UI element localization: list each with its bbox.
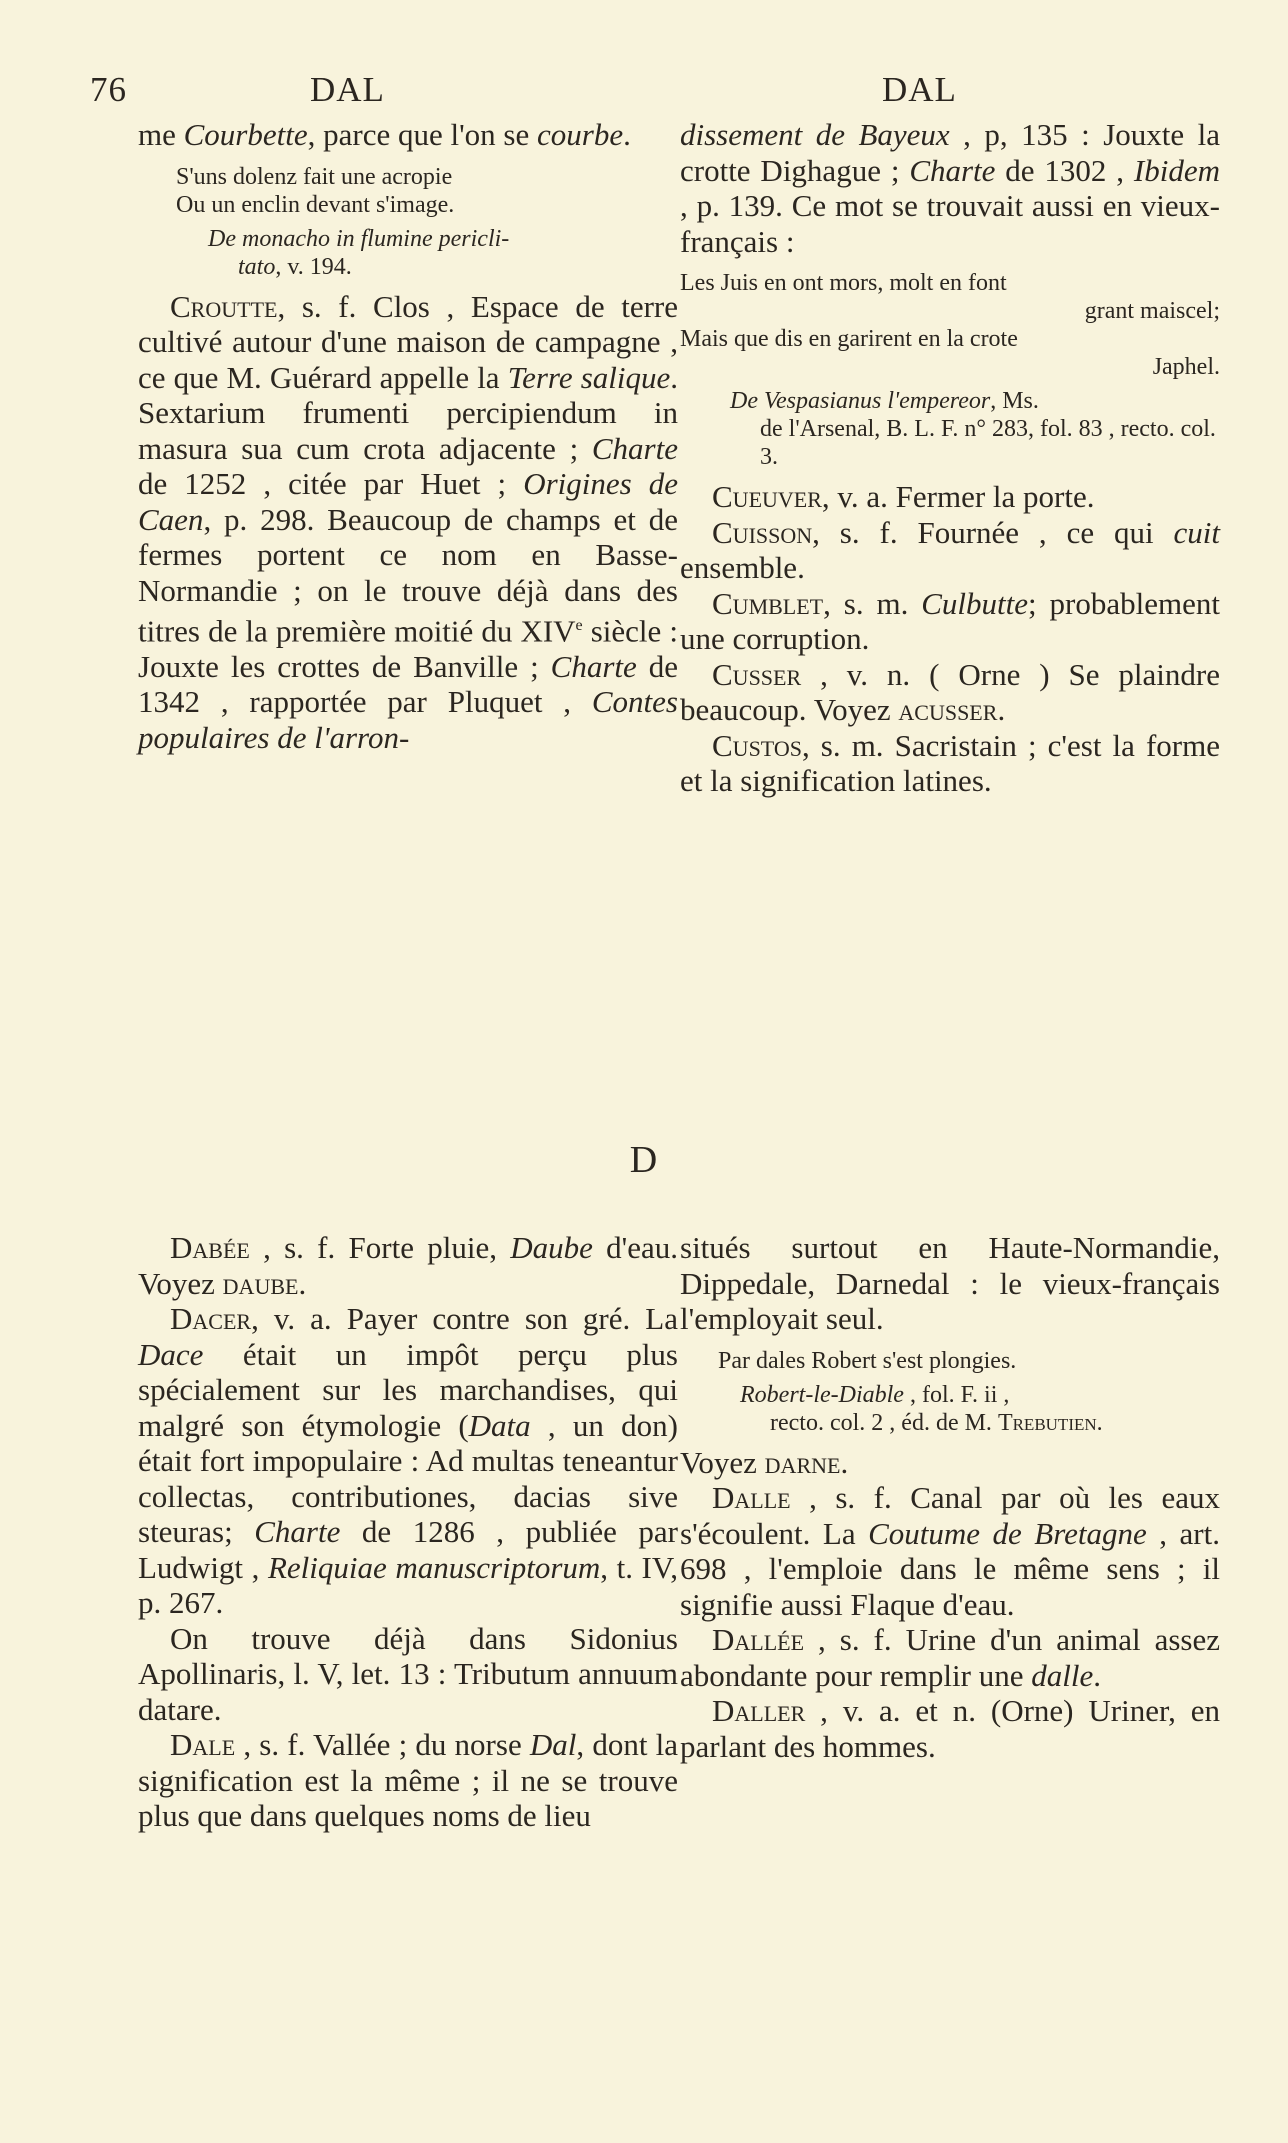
entry-cuisson: Cuisson, s. f. Fournée , ce qui cuit ensemble.	[680, 514, 1220, 585]
entry-continuation: situés surtout en Haute-Normandie, Dippedale, Darnedal : le vieux-français l'employait seul.	[680, 1230, 1220, 1336]
headword: Custos	[712, 727, 802, 763]
entry-dalle: Dalle , s. f. Canal par où les eaux s'écoulent. La Coutume de Bretagne , art. 698 , l'emploie dans le même sens ; il signifie aussi Flaque d'eau.	[680, 1480, 1220, 1622]
entry-croutte: Croutte, s. f. Clos , Espace de terre cultivé autour d'une maison de campagne , ce que M. Guérard appelle la Terre salique. Sextarium frumenti percipiendum in masura sua cum crota adjacente ; Charte de 1252 , citée par Huet ; Origines de Caen, p. 298. Beaucoup de champs et de fermes portent ce nom en Basse-Normandie ; on le trouve déjà dans des titres de la première moitié du XIVe siècle : Jouxte les crottes de Banville ; Charte de 1342 , rapportée par Pluquet , Contes populaires de l'arron-	[138, 288, 678, 755]
entry-dabee: Dabée , s. f. Forte pluie, Daube d'eau. Voyez daube.	[138, 1230, 678, 1301]
headword: Cuisson	[712, 514, 813, 550]
column-bottom-right	[680, 1230, 1220, 1764]
headword: Dalle	[712, 1480, 791, 1515]
cross-reference: daube	[222, 1265, 299, 1301]
headword: Cumblet	[712, 585, 824, 621]
entry-continuation: dissement de Bayeux , p, 135 : Jouxte la crotte Dighague ; Charte de 1302 , Ibidem , p. 139. Ce mot se trouvait aussi en vieux-français :	[680, 117, 1221, 259]
citation: De Vespasianus l'empereor, Ms. de l'Arsenal, B. L. F. n° 283, fol. 83 , recto. col. 3.	[730, 388, 1216, 470]
entry-paragraph: On trouve déjà dans Sidonius Apollinaris, l. V, let. 13 : Tributum annuum datare.	[138, 1620, 678, 1727]
running-head-left: DAL	[310, 70, 385, 109]
headword: Dacer	[170, 1301, 252, 1336]
headword: Croutte	[170, 288, 278, 324]
citation: Robert-le-Diable , fol. F. ii , recto. col. 2 , éd. de M. Trebutien.	[740, 1381, 1103, 1436]
section-letter: D	[629, 1139, 659, 1181]
entry-dale: Dale , s. f. Vallée ; du norse Dal, dont la signification est la même ; il ne se trouve plus que dans quelques noms de lieu	[138, 1727, 678, 1833]
entry-dacer: Dacer, v. a. Payer contre son gré. La Dace était un impôt perçu plus spécialement sur les marchandises, qui malgré son étymologie (Data , un don) était fort impopulaire : Ad multas teneantur collectas, contributiones, dacias sive steuras; Charte de 1286 , publiée par Ludwigt , Reliquiae manuscriptorum, t. IV, p. 267.	[138, 1301, 679, 1620]
entry-custos: Custos, s. m. Sacristain ; c'est la forme et la signification latines.	[680, 727, 1220, 798]
page-number: 76	[90, 70, 127, 109]
headword: Cusser	[712, 656, 802, 692]
verse-quote: S'uns dolenz fait une acropie Ou un enclin devant s'image.	[176, 163, 455, 218]
see-also: Voyez darne.	[680, 1444, 849, 1480]
verse-quote: Par dales Robert s'est plongies.	[718, 1347, 1017, 1374]
citation: De monacho in flumine pericli- tato, v. 194.	[208, 225, 510, 280]
column-bottom-left	[138, 1230, 678, 1834]
headword: Daller	[712, 1693, 806, 1728]
entry-daller: Daller , v. a. et n. (Orne) Uriner, en parlant des hommes.	[680, 1693, 1220, 1764]
entry-cumblet: Cumblet, s. m. Culbutte; probablement une corruption.	[680, 585, 1220, 656]
headword: Dallée	[712, 1622, 805, 1657]
column-top-right	[680, 117, 1220, 799]
entry-cusser: Cusser , v. n. ( Orne ) Se plaindre beaucoup. Voyez acusser.	[680, 656, 1220, 727]
cross-reference: darne	[764, 1444, 841, 1480]
headword: Dabée	[170, 1230, 250, 1265]
column-top-left	[138, 117, 678, 755]
verse-quote: Les Juis en ont mors, molt en font grant maiscel; Mais que dis en garirent en la crote Japhel.	[680, 270, 1220, 380]
headword: Dale	[170, 1727, 236, 1762]
entry-dallee: Dallée , s. f. Urine d'un animal assez abondante pour remplir une dalle.	[680, 1622, 1220, 1693]
headword: Cueuver	[712, 479, 822, 514]
entry-cueuver: Cueuver, v. a. Fermer la porte.	[712, 479, 1095, 514]
cross-reference: acusser	[898, 692, 998, 727]
entry-continuation: me Courbette, parce que l'on se courbe.	[138, 117, 631, 152]
running-head-right: DAL	[882, 70, 957, 109]
